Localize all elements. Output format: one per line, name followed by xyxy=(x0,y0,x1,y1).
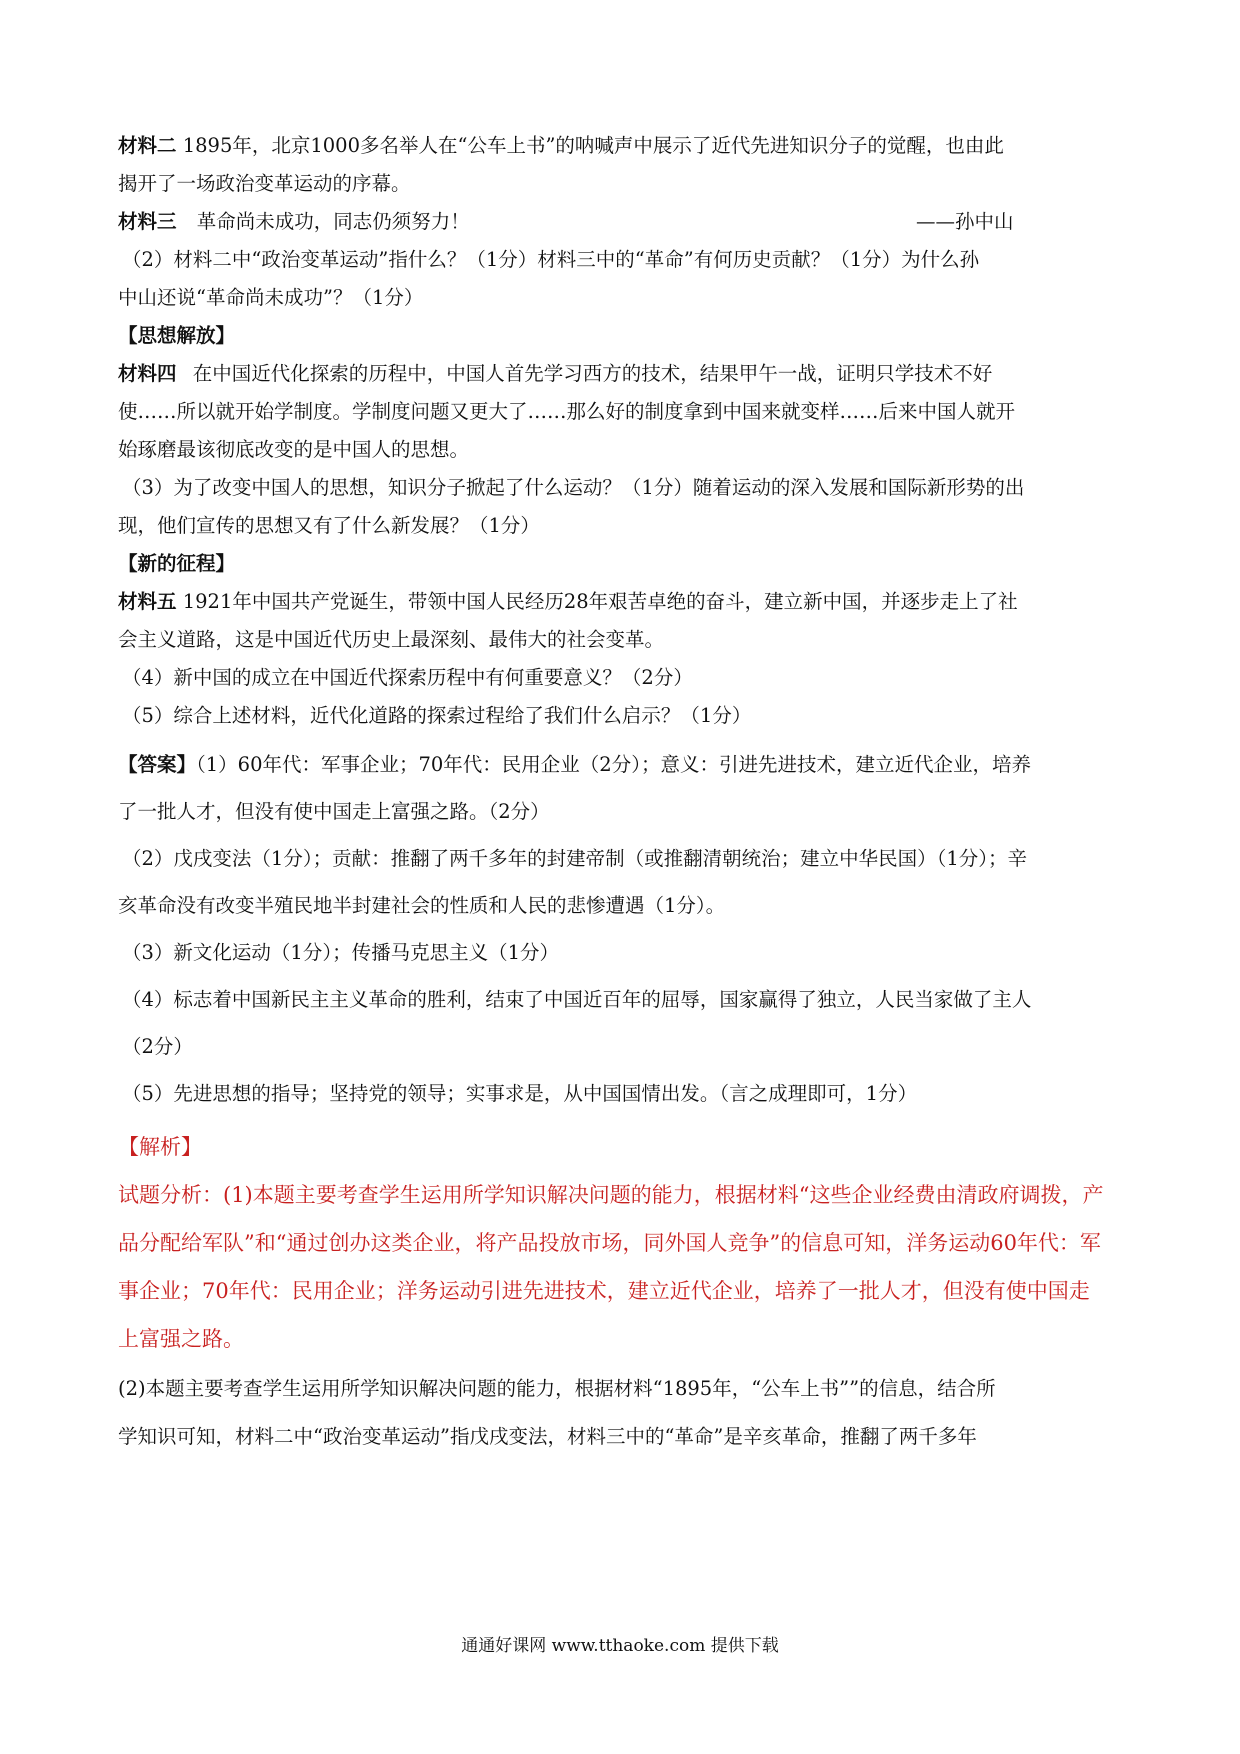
analysis-p2-line-2: 学知识可知，材料二中“政治变革运动”指戊戌变法，材料三中的“革命”是辛亥革命，推翻了两千多年 xyxy=(118,1425,977,1448)
section-heading-new: 【新的征程】 xyxy=(118,552,236,575)
section-heading-thought: 【思想解放】 xyxy=(118,324,236,347)
material-3-quote: 革命尚未成功，同志仍须努力！ xyxy=(196,210,470,233)
material-5-line-2: 会主义道路，这是中国近代历史上最深刻、最伟大的社会变革。 xyxy=(118,628,665,651)
analysis-line-3: 事企业；70年代：民用企业；洋务运动引进先进技术，建立近代企业，培养了一批人才，但没有使中国走 xyxy=(118,1279,1090,1303)
question-3-line-1: （3）为了改变中国人的思想，知识分子掀起了什么运动？（1分）随着运动的深入发展和国际新形势的出 xyxy=(122,476,1025,499)
analysis-label: 【解析】 xyxy=(118,1135,202,1159)
material-3-label: 材料三 xyxy=(118,210,177,233)
analysis-p2-line-1: (2)本题主要考查学生运用所学知识解决问题的能力，根据材料“1895年，“公车上书””的信息，结合所 xyxy=(118,1377,996,1400)
analysis-line-4: 上富强之路。 xyxy=(118,1327,244,1351)
answer-1-line-1: 【答案】（1）60年代：军事企业；70年代：民用企业（2分）；意义：引进先进技术，建立近代企业，培养 xyxy=(118,753,1031,776)
material-3 xyxy=(118,207,1138,237)
answer-4-line-2: （2分） xyxy=(122,1035,193,1058)
material-5-label: 材料五 xyxy=(118,590,177,613)
answer-3: （3）新文化运动（1分）；传播马克思主义（1分） xyxy=(122,941,559,964)
page-footer: 通通好课网 www.tthaoke.com 提供下载 xyxy=(461,1636,779,1656)
material-4-line-2: 使……所以就开始学制度。学制度问题又更大了……那么好的制度拿到中国来就变样……后来中国人就开 xyxy=(118,400,1016,423)
question-3-line-2: 现，他们宣传的思想又有了什么新发展？（1分） xyxy=(118,514,540,537)
question-4: （4）新中国的成立在中国近代探索历程中有何重要意义？（2分） xyxy=(122,666,693,689)
question-5: （5）综合上述材料，近代化道路的探索过程给了我们什么启示？（1分） xyxy=(122,704,752,727)
answer-label: 【答案】 xyxy=(118,753,197,776)
material-2-line-2: 揭开了一场政治变革运动的序幕。 xyxy=(118,172,411,195)
material-3-author: ——孙中山 xyxy=(916,210,1014,233)
answer-2-line-2: 亥革命没有改变半殖民地半封建社会的性质和人民的悲惨遭遇（1分）。 xyxy=(118,894,726,917)
question-2-line-1: （2）材料二中“政治变革运动”指什么？（1分）材料三中的“革命”有何历史贡献？（1分）为什么孙 xyxy=(122,248,980,271)
material-2-line-1: 材料二 1895年，北京1000多名举人在“公车上书”的呐喊声中展示了近代先进知识分子的觉醒，也由此 xyxy=(118,134,1004,157)
question-2-line-2: 中山还说“革命尚未成功”？（1分） xyxy=(118,286,424,309)
answer-2-line-1: （2）戊戌变法（1分）；贡献：推翻了两千多年的封建帝制（或推翻清朝统治；建立中华民国）（1分）；辛 xyxy=(122,847,1027,870)
material-4-label: 材料四 xyxy=(118,362,177,385)
analysis-line-1: 试题分析：(1)本题主要考查学生运用所学知识解决问题的能力，根据材料“这些企业经费由清政府调拨，产 xyxy=(118,1183,1104,1207)
analysis-line-2: 品分配给军队”和“通过创办这类企业，将产品投放市场，同外国人竞争”的信息可知，洋务运动60年代：军 xyxy=(118,1231,1101,1255)
answer-4-line-1: （4）标志着中国新民主主义革命的胜利，结束了中国近百年的屈辱，国家赢得了独立，人民当家做了主人 xyxy=(122,988,1032,1011)
material-4-line-3: 始琢磨最该彻底改变的是中国人的思想。 xyxy=(118,438,470,461)
answer-1-line-2: 了一批人才，但没有使中国走上富强之路。（2分） xyxy=(118,800,550,823)
material-4-line-1: 材料四 在中国近代化探索的历程中，中国人首先学习西方的技术，结果甲午一战，证明只学技术不好 xyxy=(118,362,993,385)
answer-5: （5）先进思想的指导；坚持党的领导；实事求是，从中国国情出发。（言之成理即可，1分） xyxy=(122,1082,918,1105)
material-5-line-1: 材料五 1921年中国共产党诞生，带领中国人民经历28年艰苦卓绝的奋斗，建立新中国，并逐步走上了社 xyxy=(118,590,1018,613)
material-2-label: 材料二 xyxy=(118,134,177,157)
